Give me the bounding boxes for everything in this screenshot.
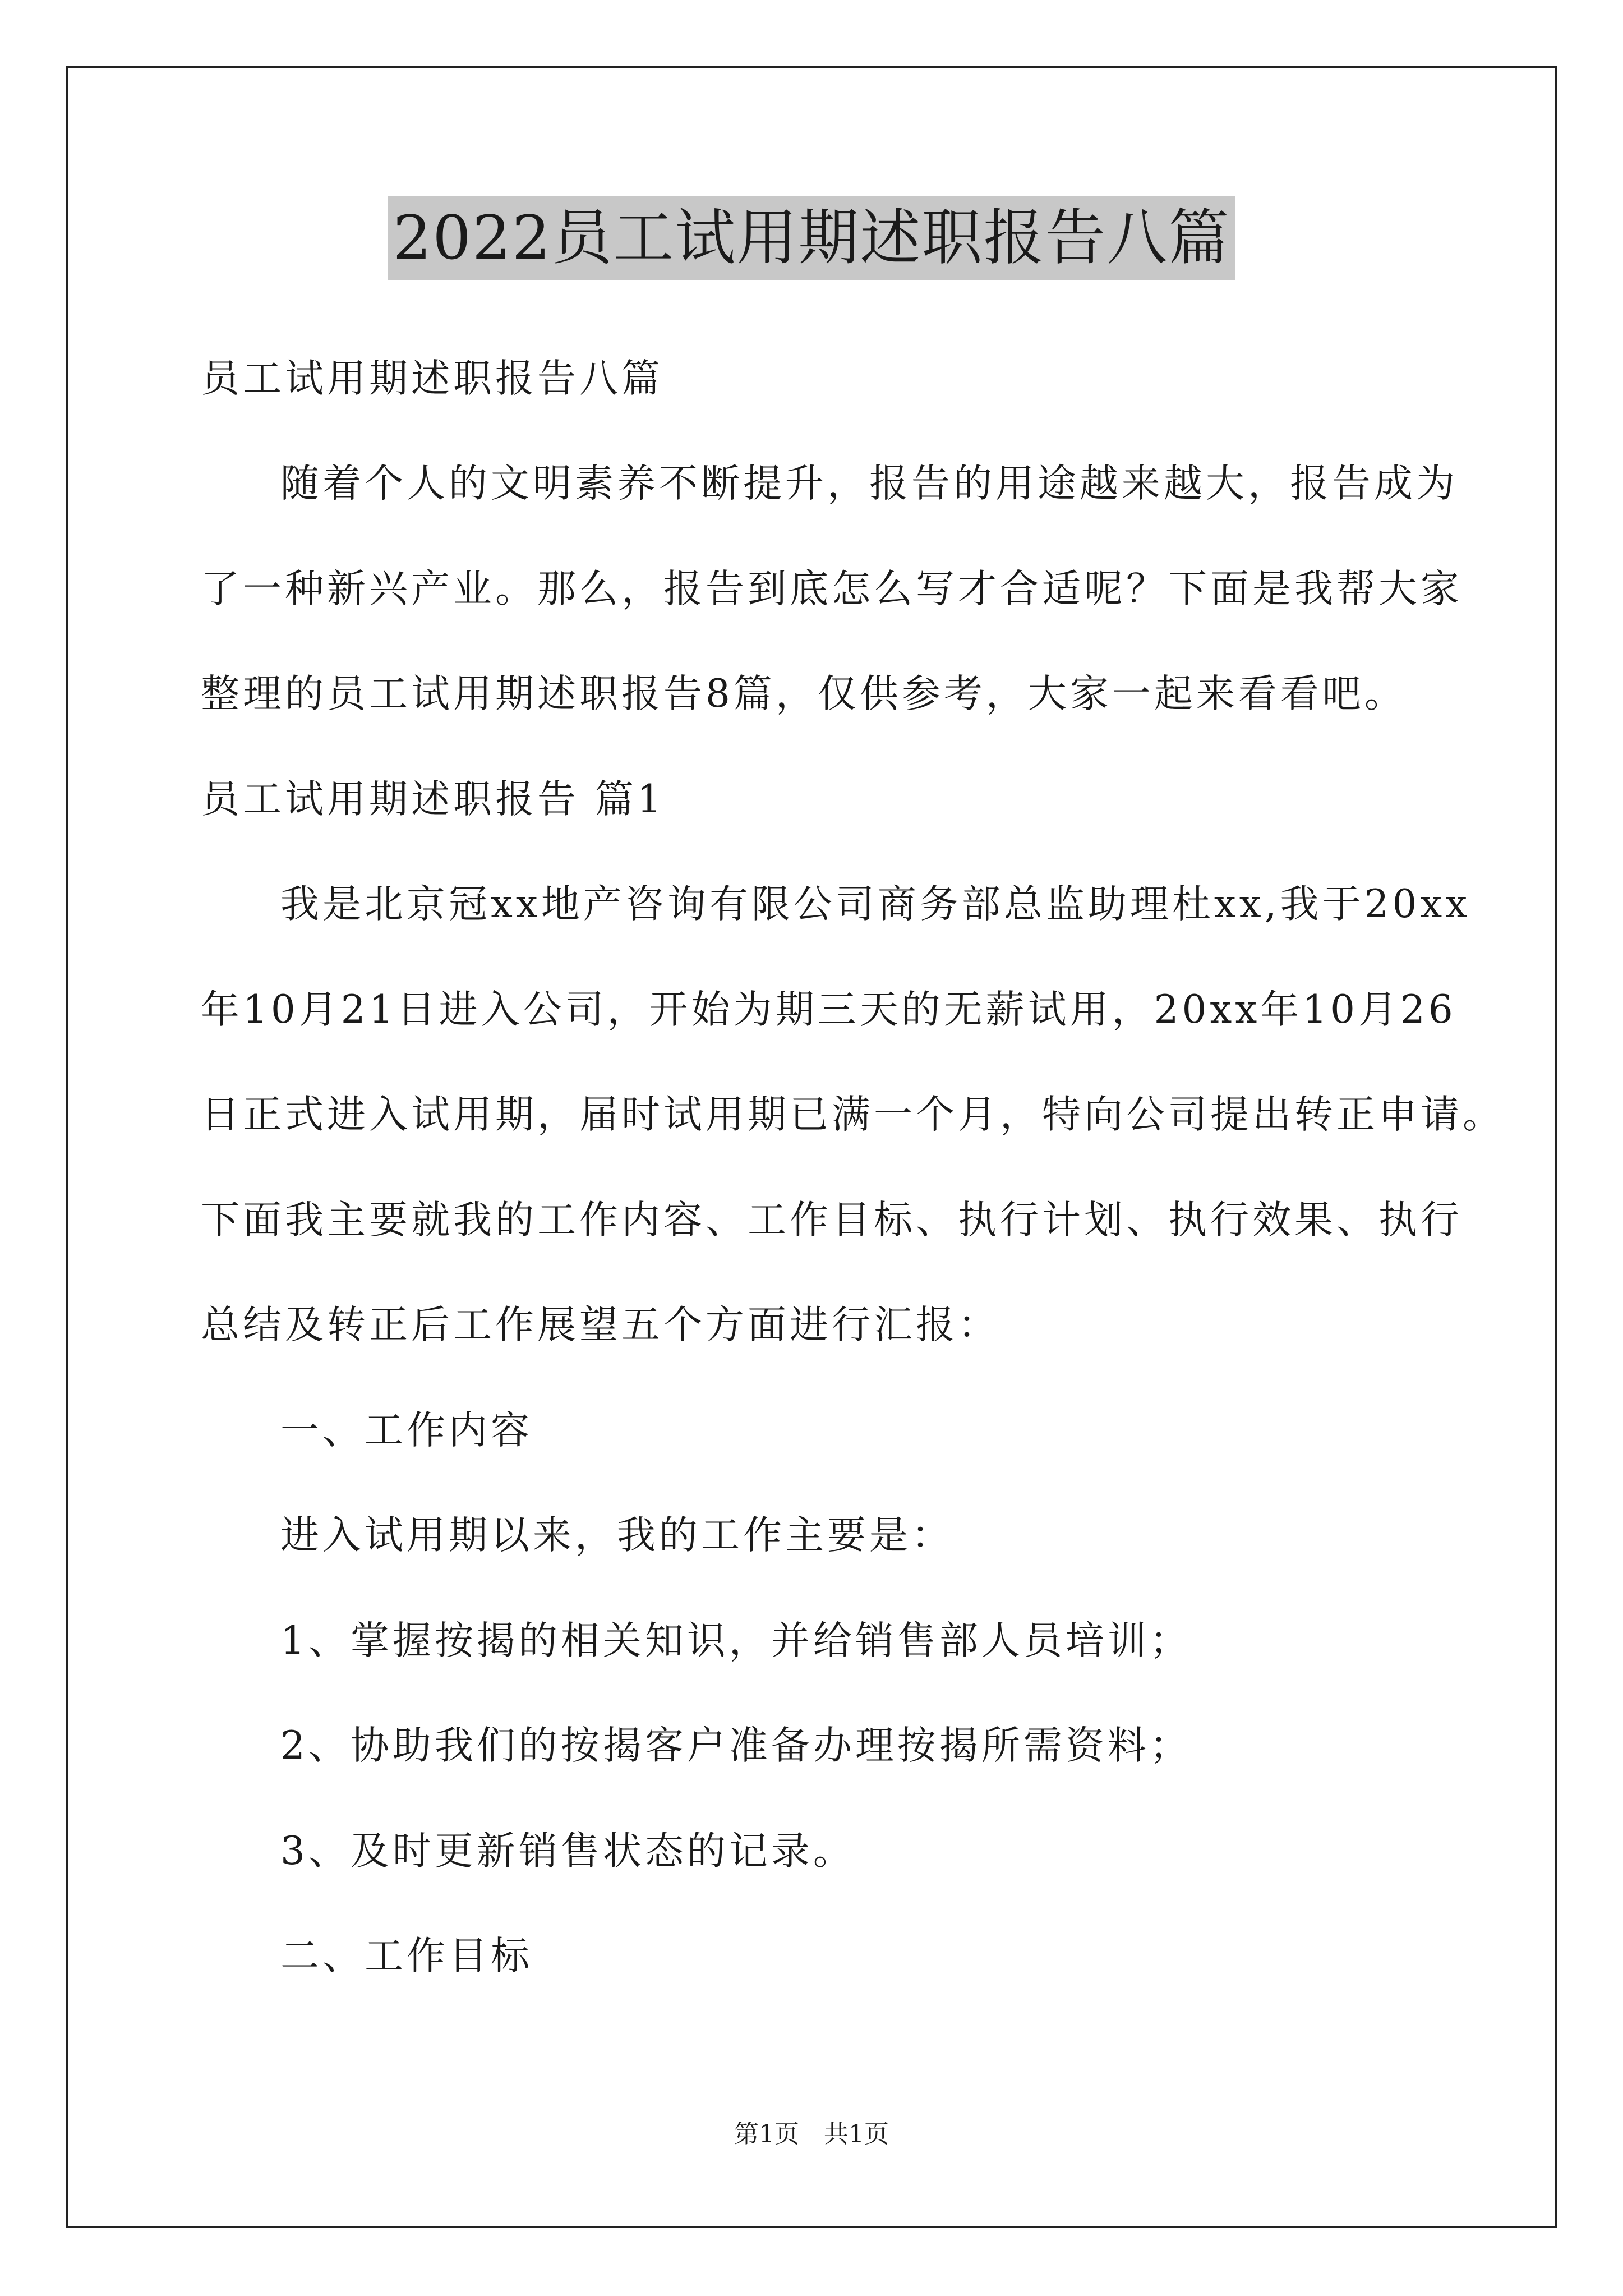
list-item: 3、及时更新销售状态的记录。 [280, 1829, 855, 1874]
page-footer: 第1页 共1页 [734, 2120, 889, 2148]
subtitle-line: 员工试用期述职报告八篇 [201, 356, 663, 401]
paragraph-line: 整理的员工试用期述职报告8篇，仅供参考，大家一起来看看吧。 [201, 671, 1407, 716]
paragraph-line: 了一种新兴产业。那么，报告到底怎么写才合适呢？下面是我帮大家 [201, 567, 1463, 611]
paragraph-line: 随着个人的文明素养不断提升，报告的用途越来越大，报告成为 [280, 461, 1458, 506]
title-container [0, 196, 1623, 280]
paragraph-line: 日正式进入试用期，届时试用期已满一个月，特向公司提出转正申请。 [201, 1092, 1505, 1137]
subsection-heading: 一、工作内容 [280, 1408, 533, 1453]
paragraph-line: 年10月21日进入公司，开始为期三天的无薪试用，20xx年10月26 [201, 987, 1456, 1032]
paragraph-line: 下面我主要就我的工作内容、工作目标、执行计划、执行效果、执行 [201, 1198, 1463, 1243]
paragraph-line: 总结及转正后工作展望五个方面进行汇报： [201, 1303, 1000, 1347]
list-item: 2、协助我们的按揭客户准备办理按揭所需资料； [280, 1723, 1192, 1768]
paragraph-line: 进入试用期以来，我的工作主要是： [280, 1513, 953, 1558]
section-heading: 员工试用期述职报告 篇1 [201, 777, 665, 822]
list-item: 1、掌握按揭的相关知识，并给销售部人员培训； [280, 1618, 1192, 1663]
paragraph-line: 我是北京冠xx地产咨询有限公司商务部总监助理杜xx,我于20xx [280, 882, 1471, 927]
document-title: 2022员工试用期述职报告八篇 [388, 196, 1236, 280]
subsection-heading: 二、工作目标 [280, 1934, 533, 1978]
